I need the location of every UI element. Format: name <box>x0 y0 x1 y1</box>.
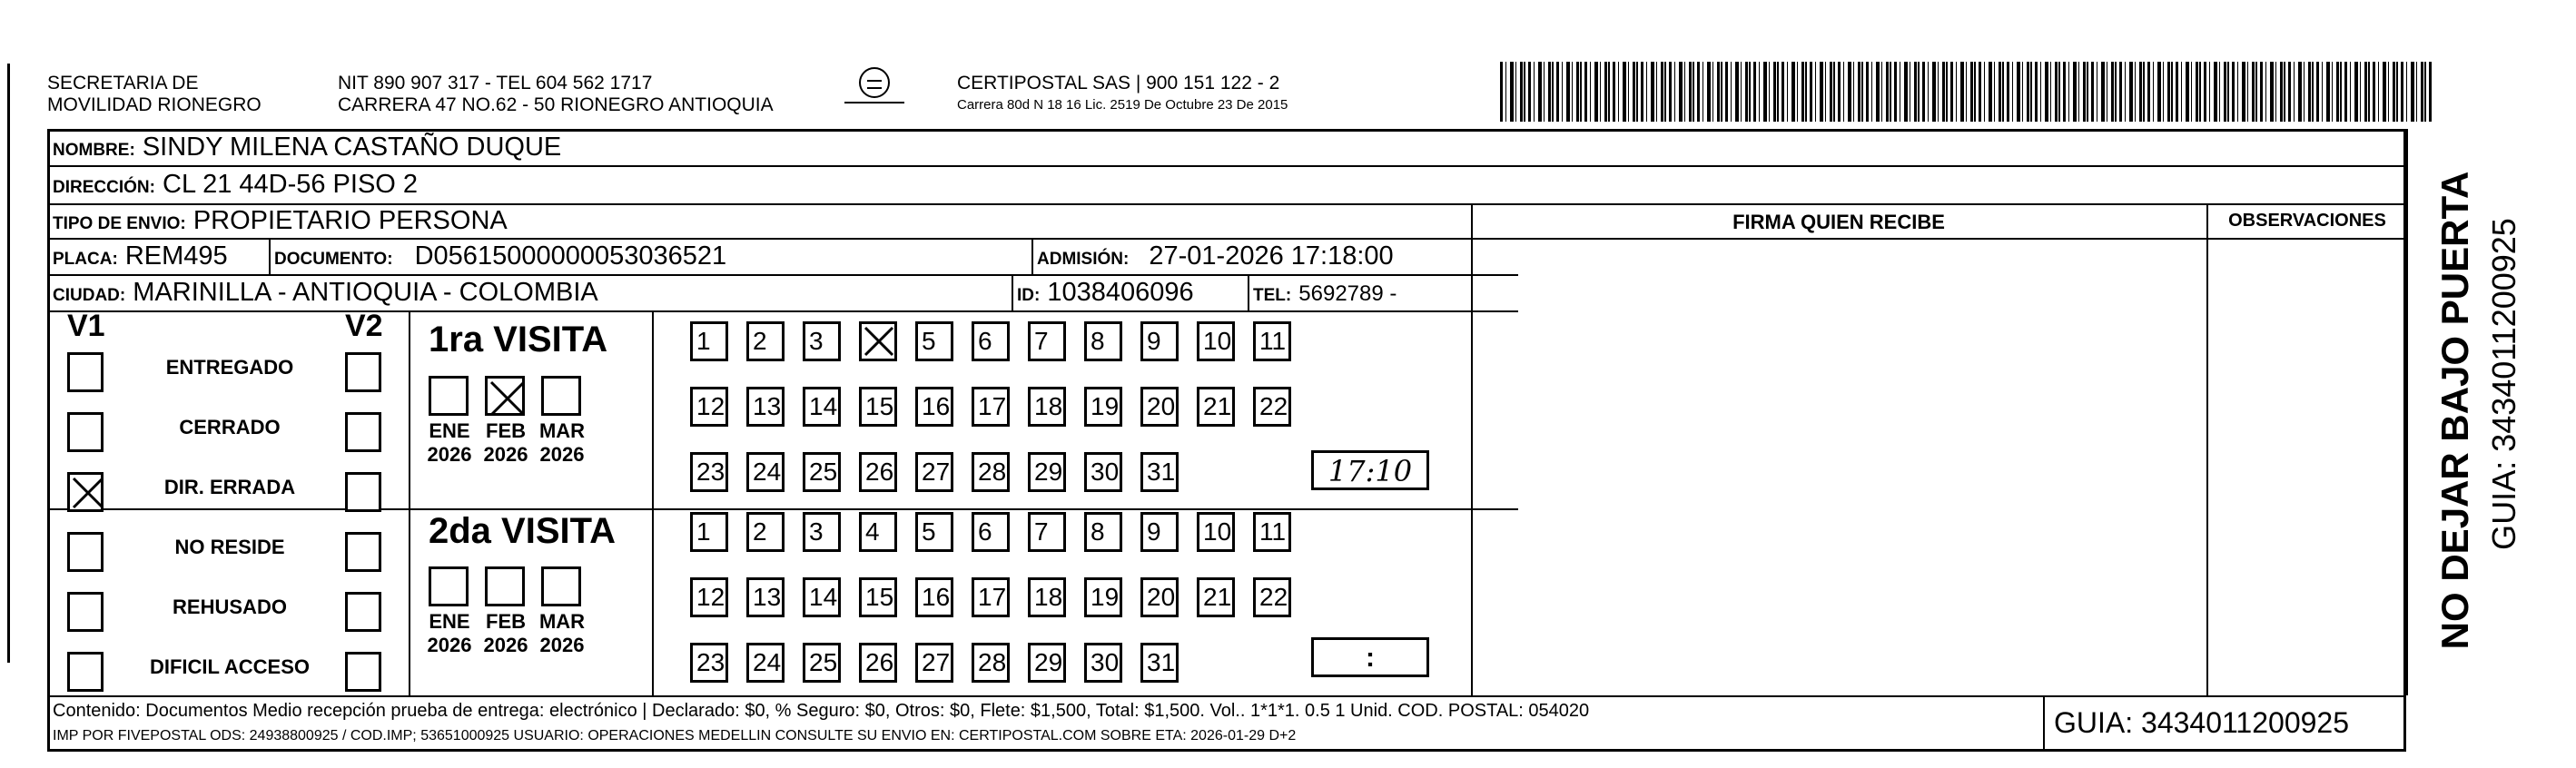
visita2-day-box[interactable] <box>746 643 785 683</box>
footer-line-2: IMP POR FIVEPOSTAL ODS: 24938800925 / COD.IMP; 53651000925 USUARIO: OPERACIONES MEDELLIN CONSULTE SU ENVIO EN: CERTIPOSTAL.COM SOBRE ETA: 2026-01-29 D+2 <box>53 728 1297 743</box>
visita1-month-year: 2026 <box>483 443 528 466</box>
visita1-title: 1ra VISITA <box>429 320 608 359</box>
observaciones-label: OBSERVACIONES <box>2228 211 2386 231</box>
visita1-day-number: 31 <box>1147 458 1176 486</box>
status-v2-checkbox[interactable] <box>345 472 381 512</box>
status-v2-checkbox[interactable] <box>345 652 381 692</box>
visita1-day-number: 10 <box>1203 327 1232 355</box>
visita2-day-box[interactable] <box>972 512 1010 552</box>
visita2-day-box[interactable] <box>972 643 1010 683</box>
visita1-day-box[interactable] <box>859 321 897 361</box>
visita2-day-number: 19 <box>1091 583 1120 611</box>
firma-label: FIRMA QUIEN RECIBE <box>1732 211 1945 233</box>
visita1-day-number: 18 <box>1034 392 1063 420</box>
visita2-day-box[interactable] <box>859 512 897 552</box>
visita2-day-box[interactable] <box>690 512 728 552</box>
visita1-day-number: 28 <box>978 458 1007 486</box>
visita1-month-label: ENE <box>429 419 470 442</box>
footer-line-1: Contenido: Documentos Medio recepción prueba de entrega: electrónico | Declarado: $0, % Seguro: $0, Otros: $0, Flete: $1,500, Total: $1,500. Vol.. 1*1*1. 0.5 1 Unid. COD. POSTAL: 054020 <box>53 701 1590 721</box>
visita2-day-number: 22 <box>1259 583 1288 611</box>
courier-line-2: Carrera 80d N 18 16 Lic. 2519 De Octubre 23 De 2015 <box>957 97 1288 113</box>
visita2-time: : <box>1366 643 1375 673</box>
visita2-day-number: 10 <box>1203 517 1232 546</box>
visita1-day-number: 6 <box>978 327 992 355</box>
visita2-month-label: MAR <box>538 610 586 633</box>
placa-value: REM495 <box>124 241 228 271</box>
id-cell <box>1017 277 1194 311</box>
direccion-label: DIRECCIÓN: <box>53 178 155 197</box>
visita1-day-number: 8 <box>1091 327 1105 355</box>
visita2-day-box[interactable] <box>1140 577 1179 617</box>
visita2-day-number: 16 <box>922 583 951 611</box>
x-mark-icon <box>862 324 896 359</box>
status-label: DIR. ERRADA <box>163 476 296 498</box>
tipo-row <box>53 205 508 240</box>
visita1-time-box[interactable] <box>1311 450 1429 490</box>
placa-label: PLACA: <box>53 250 118 269</box>
visita1-day-number: 5 <box>922 327 936 355</box>
visita1-day-number: 20 <box>1147 392 1176 420</box>
nombre-row <box>53 132 561 166</box>
visita2-day-box[interactable] <box>1253 577 1291 617</box>
courier-line-1: CERTIPOSTAL SAS | 900 151 122 - 2 <box>957 73 1280 94</box>
visita1-day-box[interactable] <box>915 321 953 361</box>
visita2-day-box[interactable] <box>1028 577 1066 617</box>
status-v1-checkbox[interactable] <box>67 412 104 452</box>
status-label: REHUSADO <box>173 596 287 618</box>
ciudad-value: MARINILLA - ANTIOQUIA - COLOMBIA <box>133 278 598 307</box>
tel-value: 5692789 - <box>1298 281 1397 306</box>
visita1-day-box[interactable] <box>1084 452 1122 492</box>
visita1-day-box[interactable] <box>1197 321 1235 361</box>
visita1-day-number: 21 <box>1203 392 1232 420</box>
visita1-day-box[interactable] <box>915 452 953 492</box>
visita2-month-year: 2026 <box>427 634 472 656</box>
visita2-day-number: 23 <box>696 648 725 676</box>
visita1-day-number: 13 <box>753 392 782 420</box>
documento-cell <box>274 241 726 275</box>
visita1-month-year: 2026 <box>539 443 585 466</box>
ciudad-label: CIUDAD: <box>53 286 126 305</box>
visita2-day-number: 25 <box>809 648 838 676</box>
status-label: DIFICIL ACCESO <box>149 655 310 678</box>
visita2-day-number: 13 <box>753 583 782 611</box>
visita2-day-box[interactable] <box>690 577 728 617</box>
visita1-day-number: 16 <box>922 392 951 420</box>
visita1-day-number: 7 <box>1034 327 1049 355</box>
visita1-day-box[interactable] <box>859 452 897 492</box>
visita1-day-box[interactable] <box>746 387 785 427</box>
visita1-day-number: 19 <box>1091 392 1120 420</box>
admision-cell <box>1037 241 1394 275</box>
no-dejar-bajo-puerta: NO DEJAR BAJO PUERTA <box>2433 171 2476 650</box>
visita1-day-number: 26 <box>865 458 894 486</box>
visita2-day-number: 5 <box>922 517 936 546</box>
vertical-text-block <box>2419 160 2522 668</box>
visita2-month-year: 2026 <box>539 634 585 656</box>
visita1-day-box[interactable] <box>1197 387 1235 427</box>
direccion-value: CL 21 44D-56 PISO 2 <box>163 170 419 199</box>
direccion-row <box>53 169 418 203</box>
visita2-day-box[interactable] <box>1028 643 1066 683</box>
status-v2-checkbox[interactable] <box>345 412 381 452</box>
visita2-day-number: 28 <box>978 648 1007 676</box>
visita1-day-box[interactable] <box>915 387 953 427</box>
visita1-month-label: MAR <box>538 419 586 442</box>
visita1-day-number: 29 <box>1034 458 1063 486</box>
visita2-month-label: ENE <box>429 610 470 633</box>
visita2-day-box[interactable] <box>746 577 785 617</box>
status-v2-checkbox[interactable] <box>345 532 381 572</box>
status-v1-checkbox[interactable] <box>67 592 104 632</box>
visita2-day-box[interactable] <box>915 643 953 683</box>
visita1-day-box[interactable] <box>1028 387 1066 427</box>
address-line: CARRERA 47 NO.62 - 50 RIONEGRO ANTIOQUIA <box>338 94 774 115</box>
tipo-label: TIPO DE ENVIO: <box>53 214 186 233</box>
status-label: ENTREGADO <box>165 356 294 379</box>
visita1-day-box[interactable] <box>690 387 728 427</box>
certipostal-logo-text <box>844 102 904 107</box>
visita2-day-box[interactable] <box>1197 512 1235 552</box>
status-v1-checkbox[interactable] <box>67 472 104 512</box>
visita2-day-number: 14 <box>809 583 838 611</box>
visita1-day-box[interactable] <box>1084 387 1122 427</box>
visita1-day-number: 2 <box>753 327 767 355</box>
entity-line-2: MOVILIDAD RIONEGRO <box>47 94 262 115</box>
ciudad-cell <box>53 277 598 311</box>
visita2-day-number: 27 <box>922 648 951 676</box>
nombre-label: NOMBRE: <box>53 141 135 160</box>
status-v1-checkbox[interactable] <box>67 652 104 692</box>
visita2-day-box[interactable] <box>803 643 841 683</box>
visita2-day-number: 24 <box>753 648 782 676</box>
visita2-day-number: 20 <box>1147 583 1176 611</box>
v2-label: V2 <box>345 309 383 343</box>
visita2-day-box[interactable] <box>915 577 953 617</box>
visita2-day-box[interactable] <box>746 512 785 552</box>
visita1-month-checkbox[interactable] <box>485 376 525 416</box>
visita1-day-box[interactable] <box>1140 387 1179 427</box>
tel-label: TEL: <box>1253 286 1292 305</box>
visita2-day-box[interactable] <box>859 643 897 683</box>
visita2-time-box[interactable] <box>1311 637 1429 677</box>
visita1-day-number: 23 <box>696 458 725 486</box>
nombre-value: SINDY MILENA CASTAÑO DUQUE <box>142 133 562 162</box>
visita1-day-box[interactable] <box>803 452 841 492</box>
visita2-day-number: 7 <box>1034 517 1049 546</box>
visita1-day-number: 15 <box>865 392 894 420</box>
visita2-day-box[interactable] <box>1084 643 1122 683</box>
visita2-day-number: 26 <box>865 648 894 676</box>
margin-mark <box>0 64 10 663</box>
visita2-title: 2da VISITA <box>429 511 616 551</box>
visita1-day-box[interactable] <box>1140 452 1179 492</box>
status-v1-checkbox[interactable] <box>67 352 104 392</box>
visita2-month-checkbox[interactable] <box>541 566 581 606</box>
visita2-day-number: 3 <box>809 517 824 546</box>
visita1-month-checkbox[interactable] <box>429 376 469 416</box>
visita2-day-number: 6 <box>978 517 992 546</box>
certipostal-logo <box>859 67 890 98</box>
visita1-day-box[interactable] <box>746 321 785 361</box>
visita1-day-box[interactable] <box>972 321 1010 361</box>
visita2-day-number: 8 <box>1091 517 1105 546</box>
visita1-day-box[interactable] <box>859 387 897 427</box>
visita2-day-number: 12 <box>696 583 725 611</box>
visita2-day-box[interactable] <box>972 577 1010 617</box>
visita1-day-number: 3 <box>809 327 824 355</box>
placa-cell <box>53 241 228 275</box>
visita2-day-box[interactable] <box>803 577 841 617</box>
status-v2-checkbox[interactable] <box>345 352 381 392</box>
visita2-day-number: 31 <box>1147 648 1176 676</box>
visita2-day-number: 2 <box>753 517 767 546</box>
id-value: 1038406096 <box>1047 278 1194 307</box>
visita1-day-number: 9 <box>1147 327 1161 355</box>
visita1-day-number: 25 <box>809 458 838 486</box>
visita2-day-number: 18 <box>1034 583 1063 611</box>
id-label: ID: <box>1017 286 1041 305</box>
visita1-day-box[interactable] <box>1253 387 1291 427</box>
entity-line-1: SECRETARIA DE <box>47 73 199 94</box>
visita1-month-label: FEB <box>486 419 526 442</box>
tel-cell <box>1253 277 1397 311</box>
v1-label: V1 <box>67 309 105 343</box>
footer-guia: GUIA: 3434011200925 <box>2054 706 2349 739</box>
documento-value: D05615000000053036521 <box>414 241 727 271</box>
tipo-value: PROPIETARIO PERSONA <box>192 206 508 235</box>
visita1-month-year: 2026 <box>427 443 472 466</box>
visita1-day-box[interactable] <box>1253 321 1291 361</box>
x-mark-icon <box>70 475 106 511</box>
visita2-day-number: 11 <box>1259 517 1287 546</box>
status-label: CERRADO <box>179 416 281 438</box>
visita2-day-box[interactable] <box>1253 512 1291 552</box>
admision-value: 27-01-2026 17:18:00 <box>1149 241 1394 271</box>
visita2-day-box[interactable] <box>915 512 953 552</box>
visita2-day-box[interactable] <box>803 512 841 552</box>
visita2-day-box[interactable] <box>1197 577 1235 617</box>
visita2-day-box[interactable] <box>1140 643 1179 683</box>
visita2-day-number: 21 <box>1203 583 1232 611</box>
visita2-day-number: 1 <box>696 517 711 546</box>
visita1-day-box[interactable] <box>1028 452 1066 492</box>
vertical-guia: GUIA: 3434011200925 <box>2485 218 2522 550</box>
visita2-day-box[interactable] <box>1140 512 1179 552</box>
visita2-day-number: 15 <box>865 583 894 611</box>
visita2-month-checkbox[interactable] <box>485 566 525 606</box>
visita1-day-box[interactable] <box>803 321 841 361</box>
visita1-day-number: 1 <box>696 327 711 355</box>
visita2-day-box[interactable] <box>1084 512 1122 552</box>
nit-line: NIT 890 907 317 - TEL 604 562 1717 <box>338 73 653 94</box>
visita2-day-number: 9 <box>1147 517 1161 546</box>
visita1-day-box[interactable] <box>1084 321 1122 361</box>
visita1-day-box[interactable] <box>690 321 728 361</box>
visita1-day-number: 11 <box>1259 327 1287 355</box>
visita1-day-box[interactable] <box>972 387 1010 427</box>
visita1-day-number: 14 <box>809 392 838 420</box>
visita1-day-box[interactable] <box>803 387 841 427</box>
visita2-day-box[interactable] <box>690 643 728 683</box>
visita1-day-number: 22 <box>1259 392 1288 420</box>
visita2-month-checkbox[interactable] <box>429 566 469 606</box>
visita2-day-number: 4 <box>865 517 880 546</box>
visita2-day-number: 30 <box>1091 648 1120 676</box>
visita1-time: 17:10 <box>1327 454 1413 488</box>
x-mark-icon <box>488 379 528 418</box>
visita1-month-checkbox[interactable] <box>541 376 581 416</box>
visita1-day-number: 27 <box>922 458 951 486</box>
visita1-day-box[interactable] <box>690 452 728 492</box>
visita1-day-number: 24 <box>753 458 782 486</box>
visita2-day-number: 17 <box>978 583 1007 611</box>
admision-label: ADMISIÓN: <box>1037 250 1130 269</box>
visita1-day-box[interactable] <box>972 452 1010 492</box>
barcode <box>1500 62 2432 122</box>
visita1-day-number: 17 <box>978 392 1007 420</box>
visita1-day-box[interactable] <box>1028 321 1066 361</box>
status-v2-checkbox[interactable] <box>345 592 381 632</box>
status-v1-checkbox[interactable] <box>67 532 104 572</box>
visita2-month-label: FEB <box>486 610 526 633</box>
visita2-day-number: 29 <box>1034 648 1063 676</box>
status-label: NO RESIDE <box>174 536 285 558</box>
visita2-day-box[interactable] <box>859 577 897 617</box>
visita1-day-box[interactable] <box>746 452 785 492</box>
visita2-day-box[interactable] <box>1028 512 1066 552</box>
visita2-month-year: 2026 <box>483 634 528 656</box>
documento-label: DOCUMENTO: <box>274 250 393 269</box>
visita1-day-box[interactable] <box>1140 321 1179 361</box>
visita1-day-number: 30 <box>1091 458 1120 486</box>
visita1-day-number: 12 <box>696 392 725 420</box>
visita2-day-box[interactable] <box>1084 577 1122 617</box>
